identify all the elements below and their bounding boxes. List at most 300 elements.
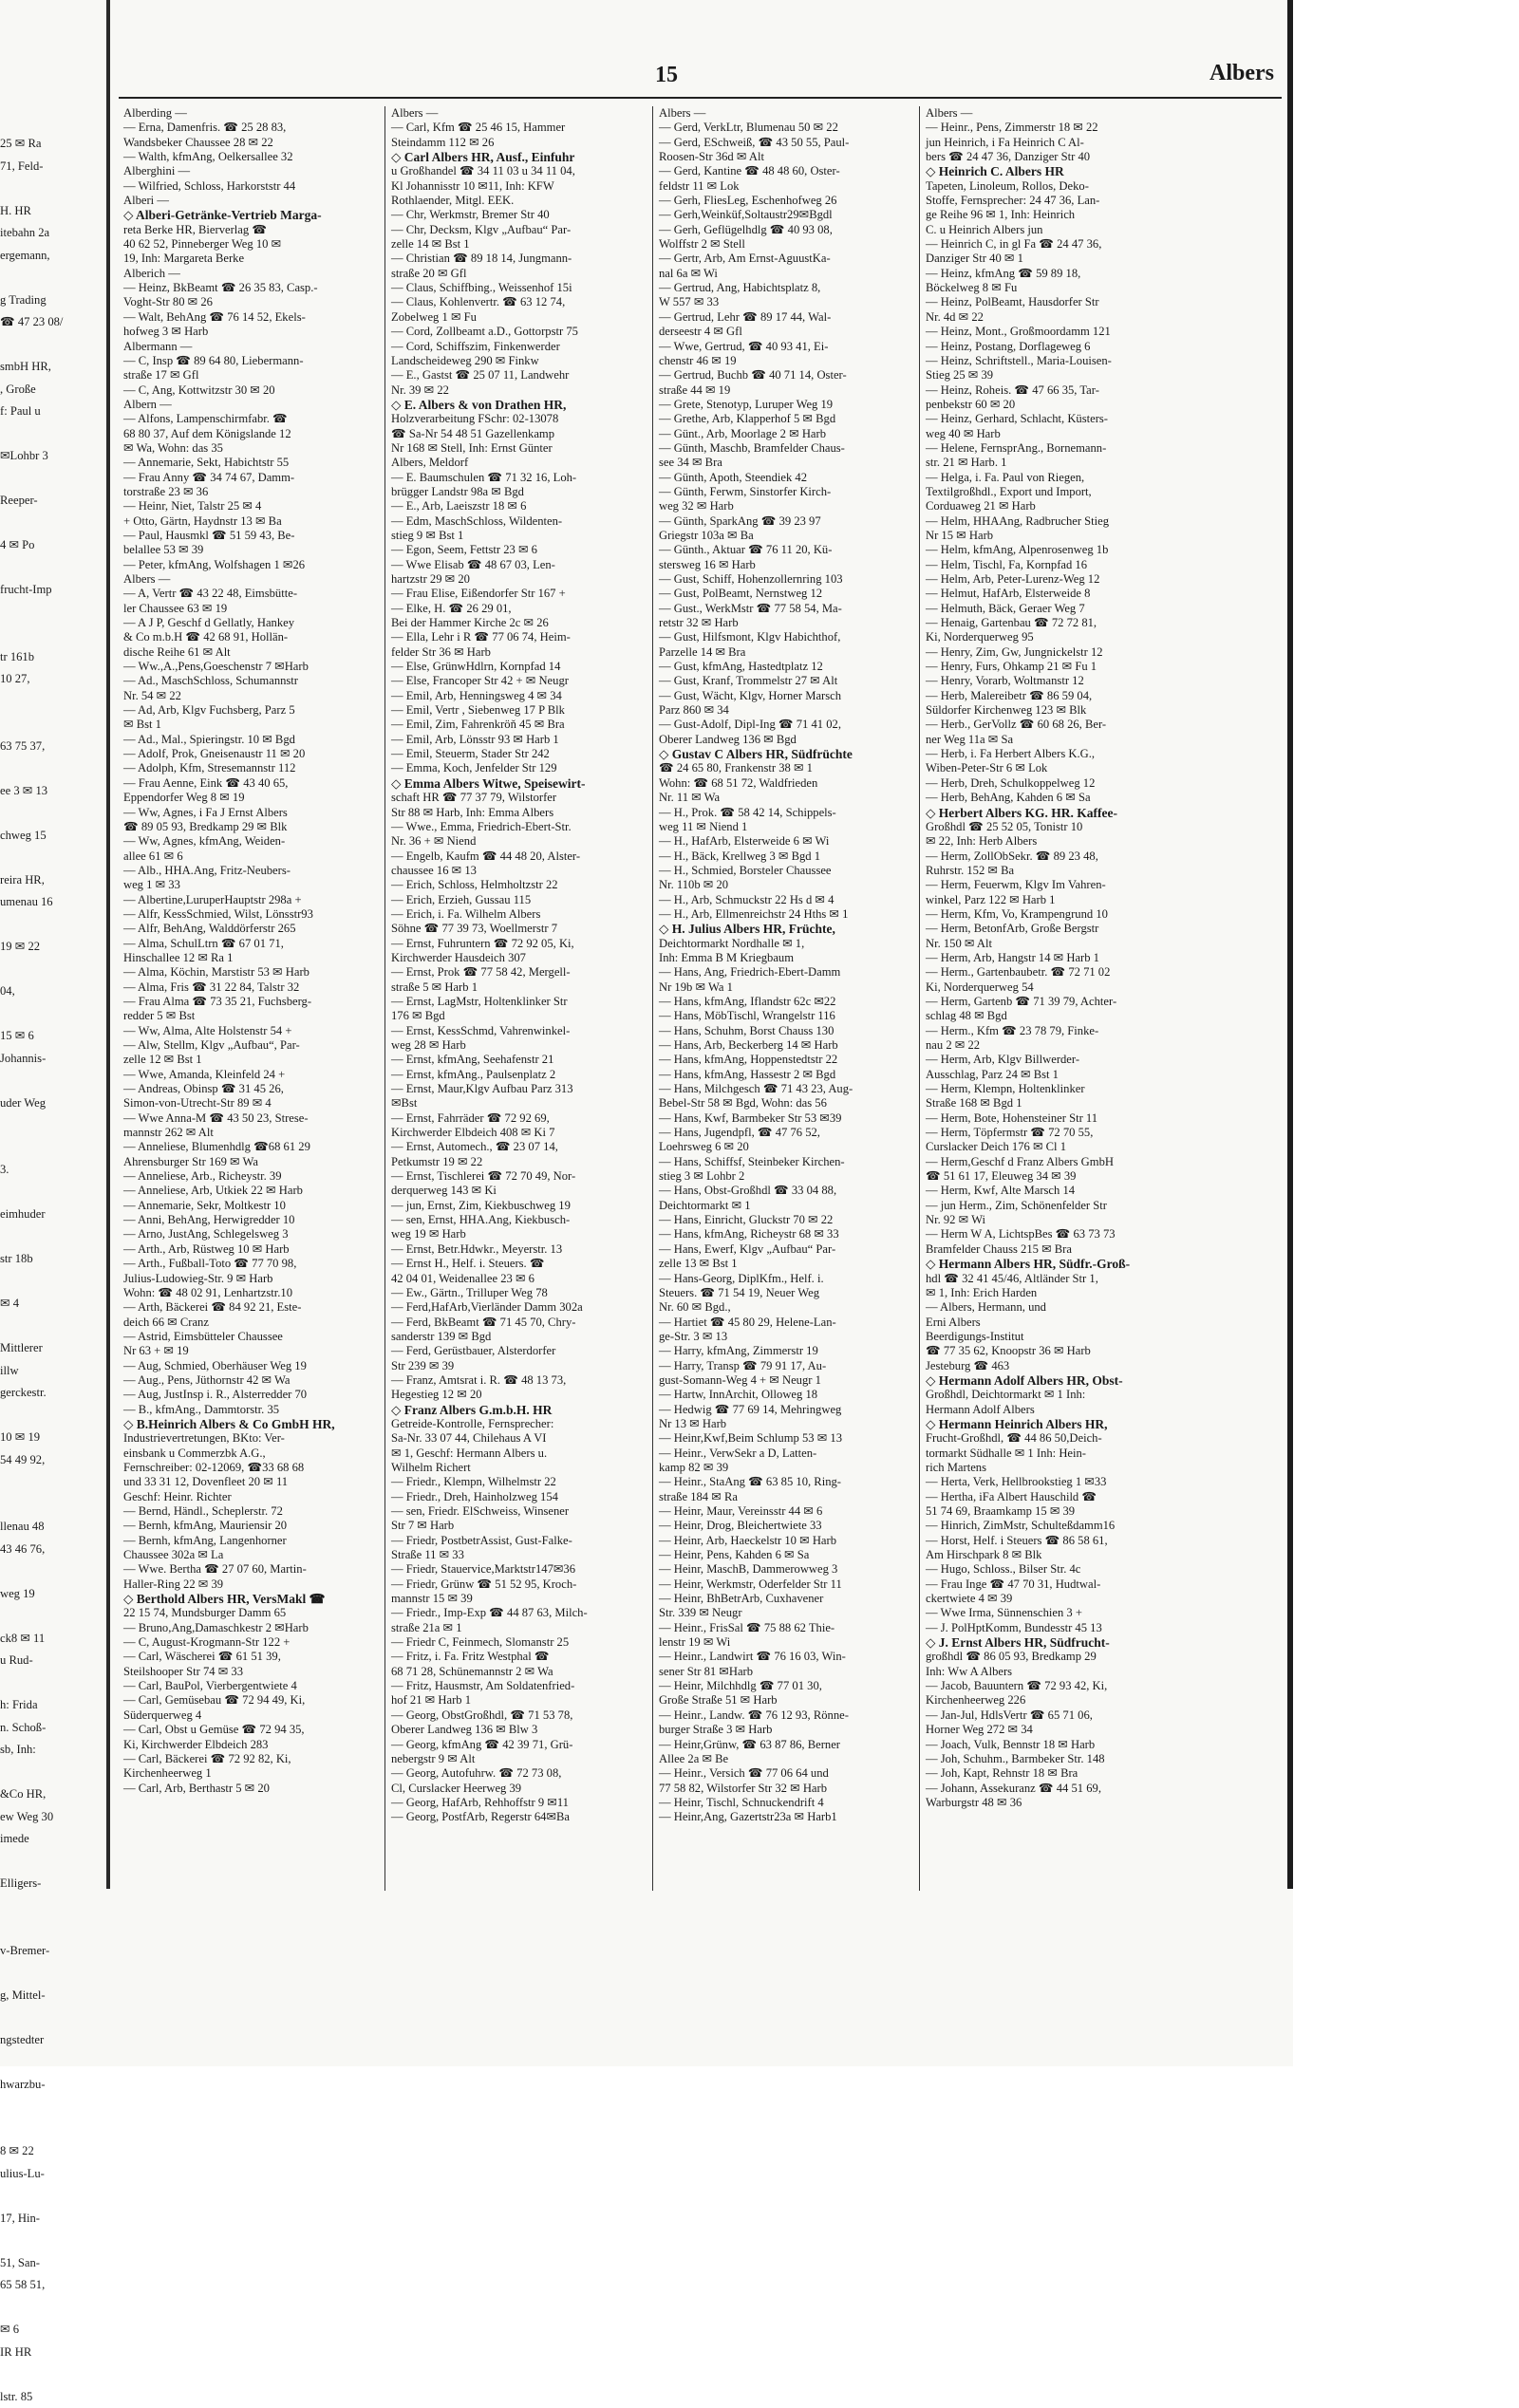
left-fragment-line: 10 ✉ 19 bbox=[0, 1427, 104, 1449]
directory-entry-line: — Bernh, kfmAng, Mauriensir 20 bbox=[123, 1519, 380, 1533]
directory-entry-line: Kirchwerder Elbdeich 408 ✉ Ki 7 bbox=[391, 1126, 647, 1140]
directory-entry-line: Tapeten, Linoleum, Rollos, Deko- bbox=[926, 179, 1182, 194]
directory-entry-line: — Harry, kfmAng, Zimmerstr 19 bbox=[659, 1344, 915, 1358]
directory-entry-line: — Hans, Einricht, Gluckstr 70 ✉ 22 bbox=[659, 1213, 915, 1227]
directory-entry-line: hof 21 ✉ Harb 1 bbox=[391, 1693, 647, 1708]
directory-entry-line: — Heinr,Ang, Gazertstr23a ✉ Harb1 bbox=[659, 1810, 915, 1824]
directory-entry-line: — Gust, Schiff, Hohenzollernring 103 bbox=[659, 572, 915, 587]
directory-entry-line: — sen, Friedr. ElSchweiss, Winsener bbox=[391, 1504, 647, 1519]
directory-entry-line: ◇ Herbert Albers KG. HR. Kaffee- bbox=[926, 806, 1182, 820]
directory-entry-line: — Herm, BetonfArb, Große Bergstr bbox=[926, 922, 1182, 936]
directory-entry-line: straße 184 ✉ Ra bbox=[659, 1490, 915, 1504]
left-fragment-line: IR HR bbox=[0, 2342, 104, 2364]
left-fragment-line: h: Frida bbox=[0, 1694, 104, 1717]
directory-entry-line: — Frau Aenne, Eink ☎ 43 40 65, bbox=[123, 776, 380, 791]
directory-entry-line: Nr. 150 ✉ Alt bbox=[926, 937, 1182, 951]
directory-entry-line: Oberer Landweg 136 ✉ Blw 3 bbox=[391, 1723, 647, 1737]
directory-entry-line: ◇ E. Albers & von Drathen HR, bbox=[391, 398, 647, 412]
left-fragment-line: u Rud- bbox=[0, 1650, 104, 1672]
directory-entry-line: — Peter, kfmAng, Wolfshagen 1 ✉26 bbox=[123, 558, 380, 572]
directory-entry-line: Albermann — bbox=[123, 340, 380, 354]
directory-entry-line: — C, August-Krogmann-Str 122 + bbox=[123, 1635, 380, 1650]
directory-entry-line: — Chr, Decksm, Klgv „Aufbau“ Par- bbox=[391, 223, 647, 237]
directory-entry-line: — Herm W A, LichtspBes ☎ 63 73 73 bbox=[926, 1227, 1182, 1241]
directory-entry-line: — B., kfmAng., Dammtorstr. 35 bbox=[123, 1403, 380, 1417]
directory-entry-line: ner Weg 11a ✉ Sa bbox=[926, 733, 1182, 747]
directory-entry-line: — Hans, Obst-Großhdl ☎ 33 04 88, bbox=[659, 1184, 915, 1198]
directory-entry-line: Nr. 54 ✉ 22 bbox=[123, 689, 380, 703]
directory-entry-line: — Else, Francoper Str 42 + ✉ Neugr bbox=[391, 674, 647, 688]
directory-entry-line: — Günth, SparkAng ☎ 39 23 97 bbox=[659, 514, 915, 529]
directory-entry-line: Deichtormarkt ✉ 1 bbox=[659, 1199, 915, 1213]
page-gutter bbox=[106, 0, 110, 1889]
directory-entry-line: zelle 14 ✉ Bst 1 bbox=[391, 237, 647, 252]
directory-entry-line: redder 5 ✉ Bst bbox=[123, 1009, 380, 1023]
directory-entry-line: — Engelb, Kaufm ☎ 44 48 20, Alster- bbox=[391, 849, 647, 864]
left-fragment-line: itebahn 2a bbox=[0, 222, 104, 245]
directory-entry-line: weg 32 ✉ Harb bbox=[659, 499, 915, 513]
left-fragment-line: smbH HR, bbox=[0, 356, 104, 379]
directory-entry-line: — Herm, Kwf, Alte Marsch 14 bbox=[926, 1184, 1182, 1198]
directory-entry-line: Warburgstr 48 ✉ 36 bbox=[926, 1796, 1182, 1810]
left-fragment-line: 3. bbox=[0, 1159, 104, 1182]
directory-entry-line: — Friedr C, Feinmech, Slomanstr 25 bbox=[391, 1635, 647, 1650]
directory-entry-line: hofweg 3 ✉ Harb bbox=[123, 325, 380, 339]
left-fragment-line bbox=[0, 1271, 104, 1294]
left-fragment-line: f: Paul u bbox=[0, 401, 104, 423]
left-fragment-line: 17, Hin- bbox=[0, 2208, 104, 2231]
left-fragment-line: weg 19 bbox=[0, 1583, 104, 1606]
directory-entry-line: u Großhandel ☎ 34 11 03 u 34 11 04, bbox=[391, 164, 647, 178]
left-fragment-line bbox=[0, 1762, 104, 1784]
left-fragment-line bbox=[0, 1114, 104, 1137]
left-fragment-line: Elligers- bbox=[0, 1873, 104, 1895]
directory-entry-line: Alberich — bbox=[123, 267, 380, 281]
directory-entry-line: — Joh, Schuhm., Barmbeker Str. 148 bbox=[926, 1752, 1182, 1766]
directory-entry-line: — Walt, BehAng ☎ 76 14 52, Ekels- bbox=[123, 310, 380, 325]
directory-entry-line: kamp 82 ✉ 39 bbox=[659, 1461, 915, 1475]
directory-entry-line: — Gerh, FliesLeg, Eschenhofweg 26 bbox=[659, 194, 915, 208]
directory-entry-line: — Gertrud, Lehr ☎ 89 17 44, Wal- bbox=[659, 310, 915, 325]
directory-entry-line: Rothlaender, Mitgl. EEK. bbox=[391, 194, 647, 208]
column-divider bbox=[652, 106, 653, 1891]
left-fragment-line: ✉ 6 bbox=[0, 2319, 104, 2342]
directory-entry-line: Ruhrstr. 152 ✉ Ba bbox=[926, 864, 1182, 878]
directory-entry-line: — Günth, Apoth, Steendiek 42 bbox=[659, 471, 915, 485]
directory-entry-line: — H., Arb, Ellmenreichstr 24 Hths ✉ 1 bbox=[659, 907, 915, 922]
directory-entry-line: — Hans, MöbTischl, Wrangelstr 116 bbox=[659, 1009, 915, 1023]
left-fragment-line: 4 ✉ Po bbox=[0, 534, 104, 557]
directory-entry-line: — Frau Anny ☎ 34 74 67, Damm- bbox=[123, 471, 380, 485]
directory-entry-line: — Gertrud, Ang, Habichtsplatz 8, bbox=[659, 281, 915, 295]
directory-entry-line: Kirchenheerweg 1 bbox=[123, 1766, 380, 1781]
directory-entry-line: — Wwe., Emma, Friedrich-Ebert-Str. bbox=[391, 820, 647, 834]
directory-entry-line: — Cord, Zollbeamt a.D., Gottorpstr 75 bbox=[391, 325, 647, 339]
directory-entry-line: — Herm., Kfm ☎ 23 78 79, Finke- bbox=[926, 1024, 1182, 1038]
left-fragment-line bbox=[0, 2185, 104, 2208]
directory-entry-line: — Hans, Ewerf, Klgv „Aufbau“ Par- bbox=[659, 1242, 915, 1257]
directory-entry-line: — Gerd, ESchweiß, ☎ 43 50 55, Paul- bbox=[659, 136, 915, 150]
directory-entry-line: Albers — bbox=[391, 106, 647, 121]
directory-entry-line: Horner Weg 272 ✉ 34 bbox=[926, 1723, 1182, 1737]
directory-entry-line: Julius-Ludowieg-Str. 9 ✉ Harb bbox=[123, 1272, 380, 1286]
directory-entry-line: — Gust-Adolf, Dipl-Ing ☎ 71 41 02, bbox=[659, 718, 915, 732]
left-fragment-line: chweg 15 bbox=[0, 825, 104, 848]
directory-entry-line: — Wwe Irma, Sünnenschien 3 + bbox=[926, 1606, 1182, 1620]
directory-entry-line: — Heinz, Roheis. ☎ 47 66 35, Tar- bbox=[926, 383, 1182, 398]
directory-entry-line: — Wwe Anna-M ☎ 43 50 23, Strese- bbox=[123, 1111, 380, 1126]
directory-entry-line: — Arth, Bäckerei ☎ 84 92 21, Este- bbox=[123, 1300, 380, 1315]
directory-entry-line: W 557 ✉ 33 bbox=[659, 295, 915, 309]
running-head: Albers bbox=[1210, 61, 1274, 86]
directory-entry-line: großhdl ☎ 86 05 93, Bredkamp 29 bbox=[926, 1650, 1182, 1664]
left-fragment-line bbox=[0, 2119, 104, 2141]
directory-entry-line: — Henry, Zim, Gw, Jungnickelstr 12 bbox=[926, 645, 1182, 660]
directory-entry-line: Böckelweg 8 ✉ Fu bbox=[926, 281, 1182, 295]
directory-entry-line: — Frau Elise, Eißendorfer Str 167 + bbox=[391, 587, 647, 601]
left-fragment-line bbox=[0, 513, 104, 535]
directory-entry-line: Textilgroßhdl., Export und Import, bbox=[926, 485, 1182, 499]
directory-entry-line: — Ww.,A.,Pens,Goeschenstr 7 ✉Harb bbox=[123, 660, 380, 674]
directory-entry-line: ◇ Hermann Albers HR, Südfr.-Groß- bbox=[926, 1257, 1182, 1271]
directory-entry-line: — Helm, Arb, Peter-Lurenz-Weg 12 bbox=[926, 572, 1182, 587]
directory-entry-line: — Henry, Vorarb, Woltmanstr 12 bbox=[926, 674, 1182, 688]
directory-entry-line: — Herm, ZollObSekr. ☎ 89 23 48, bbox=[926, 849, 1182, 864]
directory-entry-line: — Friedr, PostbetrAssist, Gust-Falke- bbox=[391, 1534, 647, 1548]
directory-entry-line: Bebel-Str 58 ✉ Bgd, Wohn: das 56 bbox=[659, 1096, 915, 1111]
left-fragment-line: ngstedter bbox=[0, 2029, 104, 2052]
directory-entry-line: derseestr 4 ✉ Gfl bbox=[659, 325, 915, 339]
directory-entry-line: weg 19 ✉ Harb bbox=[391, 1227, 647, 1241]
directory-entry-line: — Friedr., Dreh, Hainholzweg 154 bbox=[391, 1490, 647, 1504]
directory-entry-line: — Ernst H., Helf. i. Steuers. ☎ bbox=[391, 1257, 647, 1271]
directory-entry-line: Nr. 92 ✉ Wi bbox=[926, 1213, 1182, 1227]
directory-entry-line: — Heinz, PolBeamt, Hausdorfer Str bbox=[926, 295, 1182, 309]
directory-entry-line: dische Reihe 61 ✉ Alt bbox=[123, 645, 380, 660]
directory-entry-line: — Albers, Hermann, und bbox=[926, 1300, 1182, 1315]
left-fragment-line bbox=[0, 1182, 104, 1204]
directory-entry-line: Landscheideweg 290 ✉ Finkw bbox=[391, 354, 647, 368]
directory-entry-line: Zobelweg 1 ✉ Fu bbox=[391, 310, 647, 325]
directory-entry-line: Holzverarbeitung FSchr: 02-13078 bbox=[391, 412, 647, 426]
directory-entry-line: ◇ Emma Albers Witwe, Speisewirt- bbox=[391, 776, 647, 791]
directory-entry-line: schaft HR ☎ 77 37 79, Wilstorfer bbox=[391, 791, 647, 805]
directory-entry-line: Str. 339 ✉ Neugr bbox=[659, 1606, 915, 1620]
directory-entry-line: — Heinr, Tischl, Schnuckendrift 4 bbox=[659, 1796, 915, 1810]
directory-entry-line: ◇ Hermann Adolf Albers HR, Obst- bbox=[926, 1373, 1182, 1388]
directory-entry-line: — Ad., MaschSchloss, Schumannstr bbox=[123, 674, 380, 688]
directory-entry-line: Albers — bbox=[659, 106, 915, 121]
directory-entry-line: hartzstr 29 ✉ 20 bbox=[391, 572, 647, 587]
directory-entry-line: — Hans, Kwf, Barmbeker Str 53 ✉39 bbox=[659, 1111, 915, 1126]
directory-entry-line: — Helm, HHAAng, Radbrucher Stieg bbox=[926, 514, 1182, 529]
directory-entry-line: Parzelle 14 ✉ Bra bbox=[659, 645, 915, 660]
directory-entry-line: Wohn: ☎ 48 02 91, Lenhartzstr.10 bbox=[123, 1286, 380, 1300]
left-fragment-line bbox=[0, 267, 104, 289]
directory-entry-line: — Ernst, kfmAng., Paulsenplatz 2 bbox=[391, 1068, 647, 1082]
directory-entry-line: — Friedr, Grünw ☎ 51 52 95, Kroch- bbox=[391, 1577, 647, 1592]
directory-entry-line: — H., Bäck, Krellweg 3 ✉ Bgd 1 bbox=[659, 849, 915, 864]
directory-entry-line: Roosen-Str 36d ✉ Alt bbox=[659, 150, 915, 164]
directory-entry-line: ckertwiete 4 ✉ 39 bbox=[926, 1592, 1182, 1606]
left-fragment-line: 25 ✉ Ra bbox=[0, 133, 104, 156]
directory-entry-line: — Joh, Kapt, Rehnstr 18 ✉ Bra bbox=[926, 1766, 1182, 1781]
left-fragment-line bbox=[0, 1405, 104, 1428]
left-fragment-line bbox=[0, 423, 104, 446]
directory-entry-line: — Ww, Agnes, i Fa J Ernst Albers bbox=[123, 806, 380, 820]
directory-entry-line: — Helm, kfmAng, Alpenrosenweg 1b bbox=[926, 543, 1182, 557]
directory-entry-line: Nr. 60 ✉ Bgd., bbox=[659, 1300, 915, 1315]
directory-entry-line: Ki, Norderquerweg 95 bbox=[926, 630, 1182, 644]
directory-entry-line: sener Str 81 ✉Harb bbox=[659, 1665, 915, 1679]
left-fragment-line bbox=[0, 1137, 104, 1160]
directory-entry-line: Haller-Ring 22 ✉ 39 bbox=[123, 1577, 380, 1592]
directory-entry-line: — Heinz, BkBeamt ☎ 26 35 83, Casp.- bbox=[123, 281, 380, 295]
left-fragment-line: 15 ✉ 6 bbox=[0, 1025, 104, 1048]
directory-entry-line: ◇ Heinrich C. Albers HR bbox=[926, 164, 1182, 178]
directory-entry-line: — Friedr., Imp-Exp ☎ 44 87 63, Milch- bbox=[391, 1606, 647, 1620]
page-number: 15 bbox=[655, 63, 678, 88]
directory-entry-line: ☎ 89 05 93, Bredkamp 29 ✉ Blk bbox=[123, 820, 380, 834]
directory-entry-line: stieg 9 ✉ Bst 1 bbox=[391, 529, 647, 543]
directory-entry-line: — Carl, BauPol, Vierbergentwiete 4 bbox=[123, 1679, 380, 1693]
directory-entry-line: — Heinr., VerwSekr a D, Latten- bbox=[659, 1447, 915, 1461]
directory-entry-line: — Heinr, BhBetrArb, Cuxhavener bbox=[659, 1592, 915, 1606]
left-fragment-line: , Große bbox=[0, 379, 104, 401]
directory-entry-line: ☎ Sa-Nr 54 48 51 Gazellenkamp bbox=[391, 427, 647, 441]
directory-entry-line: ✉ 1, Geschf: Hermann Albers u. bbox=[391, 1447, 647, 1461]
directory-entry-line: — Heinr., StaAng ☎ 63 85 10, Ring- bbox=[659, 1475, 915, 1489]
directory-entry-line: zelle 12 ✉ Bst 1 bbox=[123, 1053, 380, 1067]
directory-entry-line: — Heinr., Landw. ☎ 76 12 93, Rönne- bbox=[659, 1708, 915, 1723]
left-fragment-line: g Trading bbox=[0, 289, 104, 312]
directory-entry-line: Corduaweg 21 ✉ Harb bbox=[926, 499, 1182, 513]
directory-entry-line: mannstr 262 ✉ Alt bbox=[123, 1126, 380, 1140]
directory-entry-line: Große Straße 51 ✉ Harb bbox=[659, 1693, 915, 1708]
directory-entry-line: — Günth., Aktuar ☎ 76 11 20, Kü- bbox=[659, 543, 915, 557]
directory-entry-line: — Hans-Georg, DiplKfm., Helf. i. bbox=[659, 1272, 915, 1286]
directory-entry-line: Parz 860 ✉ 34 bbox=[659, 703, 915, 718]
directory-entry-line: — Aug, Schmied, Oberhäuser Weg 19 bbox=[123, 1359, 380, 1373]
left-fragment-line bbox=[0, 713, 104, 736]
directory-entry-line: — Hans, Schiffsf, Steinbeker Kirchen- bbox=[659, 1155, 915, 1169]
directory-entry-line: — Heinz, Gerhard, Schlacht, Küsters- bbox=[926, 412, 1182, 426]
left-fragment-line bbox=[0, 2230, 104, 2252]
directory-entry-line: straße 44 ✉ 19 bbox=[659, 383, 915, 398]
directory-entry-line: weg 40 ✉ Harb bbox=[926, 427, 1182, 441]
left-fragment-line: llenau 48 bbox=[0, 1516, 104, 1539]
directory-entry-line: — Henaig, Gartenbau ☎ 72 72 81, bbox=[926, 616, 1182, 630]
directory-entry-line: — Arth., Fußball-Toto ☎ 77 70 98, bbox=[123, 1257, 380, 1271]
directory-entry-line: — Ernst, Tischlerei ☎ 72 70 49, Nor- bbox=[391, 1169, 647, 1184]
directory-entry-line: Albers, Meldorf bbox=[391, 456, 647, 470]
directory-entry-line: — Heinr, Maur, Vereinsstr 44 ✉ 6 bbox=[659, 1504, 915, 1519]
directory-entry-line: — Alfons, Lampenschirmfabr. ☎ bbox=[123, 412, 380, 426]
directory-entry-line: — Herm, Gartenb ☎ 71 39 79, Achter- bbox=[926, 995, 1182, 1009]
directory-entry-line: Söhne ☎ 77 39 73, Woellmerstr 7 bbox=[391, 922, 647, 936]
directory-entry-line: lenstr 19 ✉ Wi bbox=[659, 1635, 915, 1650]
left-fragment-line: ☎ 47 23 08/ bbox=[0, 311, 104, 334]
directory-entry-line: Kl Johannisstr 10 ✉11, Inh: KFW bbox=[391, 179, 647, 194]
directory-entry-line: straße 5 ✉ Harb 1 bbox=[391, 980, 647, 995]
directory-entry-line: — Hans, Arb, Beckerberg 14 ✉ Harb bbox=[659, 1038, 915, 1053]
directory-entry-line: gust-Somann-Weg 4 + ✉ Neugr 1 bbox=[659, 1373, 915, 1388]
directory-entry-line: Geschf: Heinr. Richter bbox=[123, 1490, 380, 1504]
left-fragment-line bbox=[0, 1605, 104, 1628]
directory-entry-line: Wiben-Peter-Str 6 ✉ Lok bbox=[926, 761, 1182, 775]
directory-entry-line: derquerweg 143 ✉ Ki bbox=[391, 1184, 647, 1198]
directory-entry-line: — Adolf, Prok, Gneisenaustr 11 ✉ 20 bbox=[123, 747, 380, 761]
directory-entry-line: ✉ Wa, Wohn: das 35 bbox=[123, 441, 380, 456]
directory-entry-line: ◇ Franz Albers G.m.b.H. HR bbox=[391, 1403, 647, 1417]
left-fragment-line bbox=[0, 602, 104, 625]
directory-entry-line: sanderstr 139 ✉ Bgd bbox=[391, 1330, 647, 1344]
directory-entry-line: — Erich, i. Fa. Wilhelm Albers bbox=[391, 907, 647, 922]
directory-entry-line: — Johann, Assekuranz ☎ 44 51 69, bbox=[926, 1782, 1182, 1796]
directory-entry-line: — Bruno,Ang,Damaschkestr 2 ✉Harb bbox=[123, 1621, 380, 1635]
directory-entry-line: — Alma, SchulLtrn ☎ 67 01 71, bbox=[123, 937, 380, 951]
directory-entry-line: — Grethe, Arb, Klapperhof 5 ✉ Bgd bbox=[659, 412, 915, 426]
left-fragment-line bbox=[0, 691, 104, 714]
directory-entry-line: — J. PolHptKomm, Bundesstr 45 13 bbox=[926, 1621, 1182, 1635]
directory-entry-line: rich Martens bbox=[926, 1461, 1182, 1475]
left-fragment-line bbox=[0, 2051, 104, 2074]
directory-entry-line: — Else, GrünwHdlrn, Kornpfad 14 bbox=[391, 660, 647, 674]
directory-entry-line: torstraße 23 ✉ 36 bbox=[123, 485, 380, 499]
directory-entry-line: — Heinr, MaschB, Dammerowweg 3 bbox=[659, 1562, 915, 1577]
directory-entry-line: ◇ Gustav C Albers HR, Südfrüchte bbox=[659, 747, 915, 761]
directory-entry-line: Großhdl, Deichtormarkt ✉ 1 Inh: bbox=[926, 1388, 1182, 1402]
left-fragment-line: Johannis- bbox=[0, 1048, 104, 1071]
directory-entry-line: — Wwe, Amanda, Kleinfeld 24 + bbox=[123, 1068, 380, 1082]
directory-entry-line: str. 21 ✉ Harb. 1 bbox=[926, 456, 1182, 470]
left-fragment-line: 63 75 37, bbox=[0, 736, 104, 758]
directory-entry-line: Jesteburg ☎ 463 bbox=[926, 1359, 1182, 1373]
directory-entry-line: — Anni, BehAng, Herwigredder 10 bbox=[123, 1213, 380, 1227]
directory-entry-line: ✉Bst bbox=[391, 1096, 647, 1111]
directory-entry-line: — Jan-Jul, HdlsVertr ☎ 65 71 06, bbox=[926, 1708, 1182, 1723]
directory-entry-line: — Carl, Arb, Berthastr 5 ✉ 20 bbox=[123, 1782, 380, 1796]
directory-entry-line: feldstr 11 ✉ Lok bbox=[659, 179, 915, 194]
directory-entry-line: 22 15 74, Mundsburger Damm 65 bbox=[123, 1606, 380, 1620]
left-fragment-line: imede bbox=[0, 1828, 104, 1851]
left-fragment-line bbox=[0, 2297, 104, 2320]
directory-entry-line: — Hinrich, ZimMstr, Schulteßdamm16 bbox=[926, 1519, 1182, 1533]
directory-entry-line: Hermann Adolf Albers bbox=[926, 1403, 1182, 1417]
directory-entry-line: — Hertha, iFa Albert Hauschild ☎ bbox=[926, 1490, 1182, 1504]
directory-entry-line: — Friedr., Klempn, Wilhelmstr 22 bbox=[391, 1475, 647, 1489]
directory-entry-line: — Herm, Bote, Hohensteiner Str 11 bbox=[926, 1111, 1182, 1126]
directory-entry-line: — Adolph, Kfm, Stresemannstr 112 bbox=[123, 761, 380, 775]
directory-entry-line: Str 239 ✉ 39 bbox=[391, 1359, 647, 1373]
directory-entry-line: Ausschlag, Parz 24 ✉ Bst 1 bbox=[926, 1068, 1182, 1082]
directory-entry-line: — Ferd, BkBeamt ☎ 71 45 70, Chry- bbox=[391, 1316, 647, 1330]
directory-entry-line: — Carl, Bäckerei ☎ 72 92 82, Ki, bbox=[123, 1752, 380, 1766]
directory-entry-line: Nr 19b ✉ Wa 1 bbox=[659, 980, 915, 995]
directory-entry-line: — Ew., Gärtn., Trilluper Weg 78 bbox=[391, 1286, 647, 1300]
directory-entry-line: Nr 63 + ✉ 19 bbox=[123, 1344, 380, 1358]
directory-entry-line: tormarkt Südhalle ✉ 1 Inh: Hein- bbox=[926, 1447, 1182, 1461]
directory-entry-line: — Arno, JustAng, Schlegelsweg 3 bbox=[123, 1227, 380, 1241]
directory-entry-line: Nr. 11 ✉ Wa bbox=[659, 791, 915, 805]
directory-entry-line: — Heinr., Pens, Zimmerstr 18 ✉ 22 bbox=[926, 121, 1182, 135]
directory-entry-line: — Hartiet ☎ 45 80 29, Helene-Lan- bbox=[659, 1316, 915, 1330]
directory-entry-line: — Helmuth, Bäck, Geraer Weg 7 bbox=[926, 602, 1182, 616]
directory-entry-line: Erni Albers bbox=[926, 1316, 1182, 1330]
directory-entry-line: Petkumstr 19 ✉ 22 bbox=[391, 1155, 647, 1169]
directory-entry-line: Oberer Landweg 136 ✉ Bgd bbox=[659, 733, 915, 747]
directory-entry-line: — A J P, Geschf d Gellatly, Hankey bbox=[123, 616, 380, 630]
directory-entry-line: — jun Herm., Zim, Schönenfelder Str bbox=[926, 1199, 1182, 1213]
directory-entry-line: ✉ 1, Inh: Erich Harden bbox=[926, 1286, 1182, 1300]
directory-entry-line: — Grete, Stenotyp, Luruper Weg 19 bbox=[659, 398, 915, 412]
directory-entry-line: chaussee 16 ✉ 13 bbox=[391, 864, 647, 878]
directory-entry-line: — C, Insp ☎ 89 64 80, Liebermann- bbox=[123, 354, 380, 368]
left-fragment-line bbox=[0, 557, 104, 580]
directory-entry-line: Deichtormarkt Nordhalle ✉ 1, bbox=[659, 937, 915, 951]
directory-entry-line: — Bernd, Händl., Scheplerstr. 72 bbox=[123, 1504, 380, 1519]
left-fragment-line bbox=[0, 1003, 104, 1026]
left-fragment-line: 51, San- bbox=[0, 2252, 104, 2275]
directory-entry-line: Sa-Nr. 33 07 44, Chilehaus A VI bbox=[391, 1431, 647, 1446]
directory-entry-line: — Walth, kfmAng, Oelkersallee 32 bbox=[123, 150, 380, 164]
directory-entry-line: — Ernst, kfmAng, Seehafenstr 21 bbox=[391, 1053, 647, 1067]
directory-entry-line: Nr. 4d ✉ 22 bbox=[926, 310, 1182, 325]
directory-entry-line: — Gust, kfmAng, Hastedtplatz 12 bbox=[659, 660, 915, 674]
directory-entry-line: — C, Ang, Kottwitzstr 30 ✉ 20 bbox=[123, 383, 380, 398]
directory-entry-line: ◇ B.Heinrich Albers & Co GmbH HR, bbox=[123, 1417, 380, 1431]
directory-entry-line: Ki, Norderquerweg 54 bbox=[926, 980, 1182, 995]
directory-entry-line: — Ella, Lehr i R ☎ 77 06 74, Heim- bbox=[391, 630, 647, 644]
directory-entry-line: — Alfr, KessSchmied, Wilst, Lönsstr93 bbox=[123, 907, 380, 922]
directory-entry-line: — Herm, Klempn, Holtenklinker bbox=[926, 1082, 1182, 1096]
left-fragment-line bbox=[0, 1851, 104, 1874]
directory-entry-line: Nr. 39 ✉ 22 bbox=[391, 383, 647, 398]
directory-entry-line: — Heinr., Landwirt ☎ 76 16 03, Win- bbox=[659, 1650, 915, 1664]
directory-entry-line: retstr 32 ✉ Harb bbox=[659, 616, 915, 630]
directory-entry-line: ☎ 77 35 62, Knoopstr 36 ✉ Harb bbox=[926, 1344, 1182, 1358]
directory-entry-line: felder Str 36 ✉ Harb bbox=[391, 645, 647, 660]
directory-entry-line: — Helga, i. Fa. Paul von Riegen, bbox=[926, 471, 1182, 485]
directory-entry-line: — Herm,Geschf d Franz Albers GmbH bbox=[926, 1155, 1182, 1169]
directory-entry-line: winkel, Parz 122 ✉ Harb 1 bbox=[926, 893, 1182, 907]
directory-entry-line: — Aug., Pens, Jüthornstr 42 ✉ Wa bbox=[123, 1373, 380, 1388]
directory-entry-line: Wandsbeker Chaussee 28 ✉ 22 bbox=[123, 136, 380, 150]
directory-entry-line: nau 2 ✉ 22 bbox=[926, 1038, 1182, 1053]
directory-entry-line: — Heinr, Milchhdlg ☎ 77 01 30, bbox=[659, 1679, 915, 1693]
left-fragment-line bbox=[0, 914, 104, 937]
directory-entry-line: — Harry, Transp ☎ 79 91 17, Au- bbox=[659, 1359, 915, 1373]
directory-entry-line: Albern — bbox=[123, 398, 380, 412]
directory-entry-line: hdl ☎ 32 41 45/46, Altländer Str 1, bbox=[926, 1272, 1182, 1286]
directory-entry-line: — Heinr., FrisSal ☎ 75 88 62 Thie- bbox=[659, 1621, 915, 1635]
directory-entry-line: stieg 3 ✉ Lohbr 2 bbox=[659, 1169, 915, 1184]
directory-entry-line: — Annemarie, Sekr, Moltkestr 10 bbox=[123, 1199, 380, 1213]
directory-entry-line: — Hans, kfmAng, Richeystr 68 ✉ 33 bbox=[659, 1227, 915, 1241]
directory-entry-line: straße 21a ✉ 1 bbox=[391, 1621, 647, 1635]
directory-entry-line: — E., Gastst ☎ 25 07 11, Landwehr bbox=[391, 368, 647, 383]
left-page-fragment bbox=[0, 133, 104, 1889]
directory-entry-line: Alberding — bbox=[123, 106, 380, 121]
directory-entry-line: — Erich, Schloss, Helmholtzstr 22 bbox=[391, 878, 647, 892]
directory-entry-line: — Ernst, Betr.Hdwkr., Meyerstr. 13 bbox=[391, 1242, 647, 1257]
directory-entry-line: — Alw, Stellm, Klgv „Aufbau“, Par- bbox=[123, 1038, 380, 1053]
directory-entry-line: Chaussee 302a ✉ La bbox=[123, 1548, 380, 1562]
directory-entry-line: — Egon, Seem, Fettstr 23 ✉ 6 bbox=[391, 543, 647, 557]
directory-entry-line: 68 71 28, Schünemannstr 2 ✉ Wa bbox=[391, 1665, 647, 1679]
left-fragment-line: 19 ✉ 22 bbox=[0, 936, 104, 959]
left-fragment-line: 43 46 76, bbox=[0, 1539, 104, 1561]
